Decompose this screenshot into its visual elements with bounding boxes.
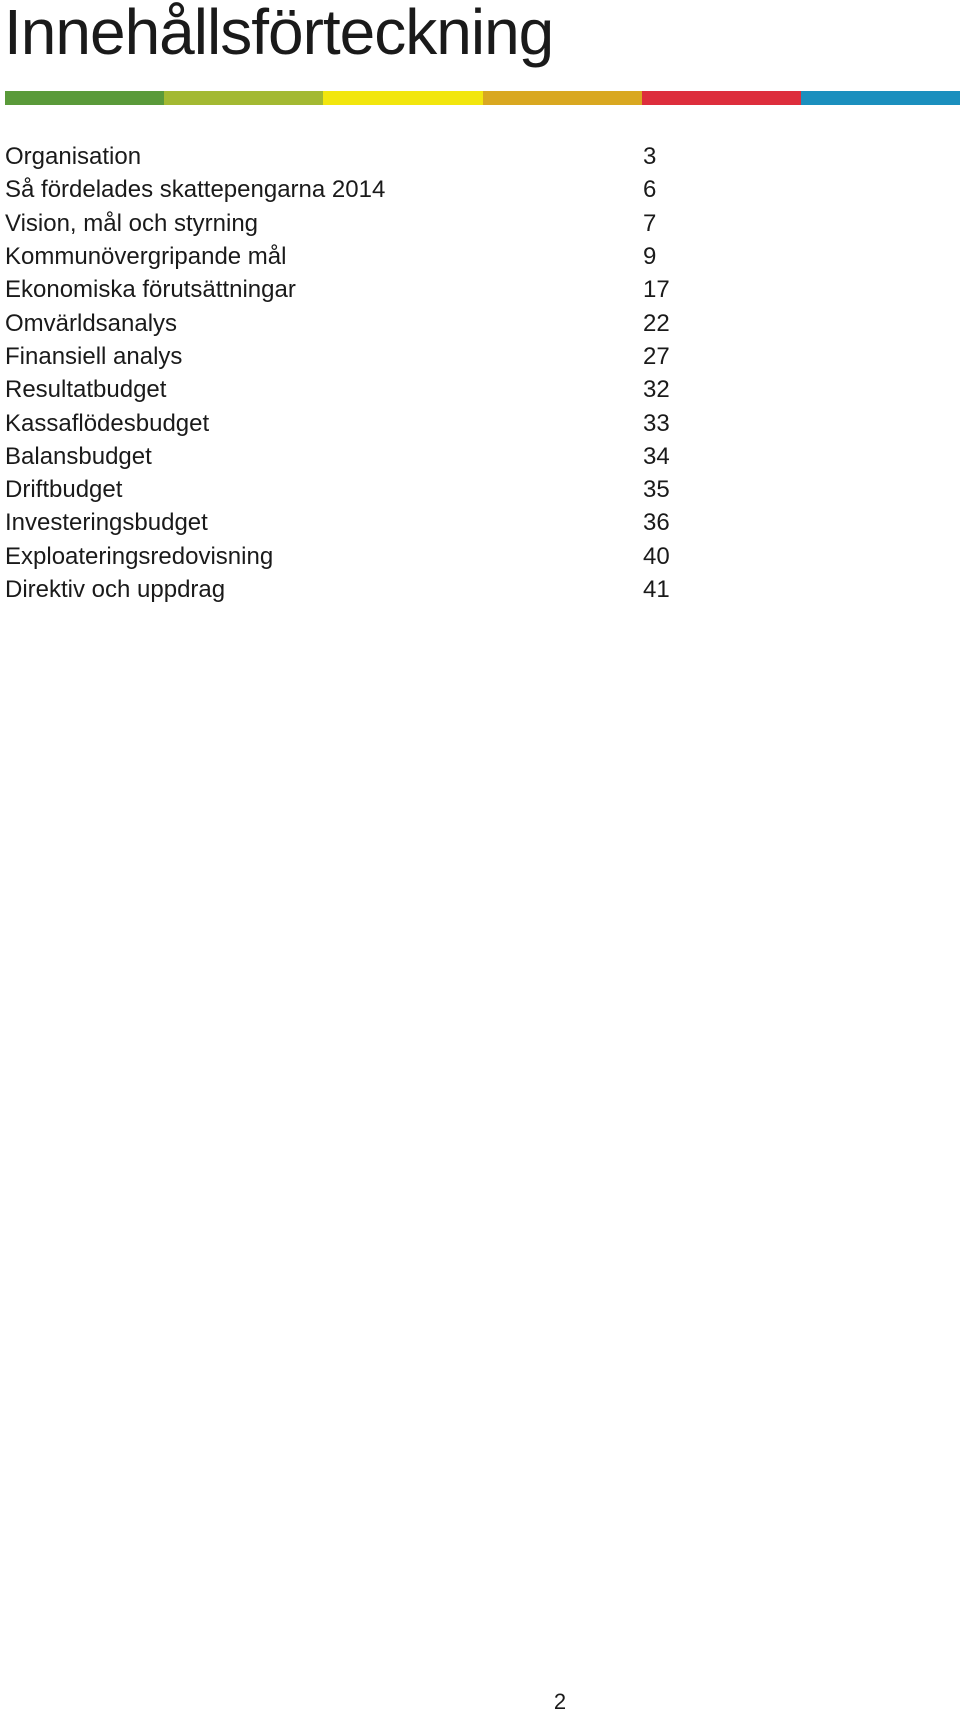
- toc-entry[interactable]: [5, 340, 705, 373]
- toc-entry-page: 35: [643, 476, 670, 504]
- toc-entry-page: 33: [643, 409, 670, 437]
- toc-entry[interactable]: [5, 173, 705, 206]
- color-bar-segment-green: [5, 91, 164, 105]
- toc-entry-title: Finansiell analys: [5, 342, 183, 370]
- toc-entry-title: Organisation: [5, 143, 142, 171]
- toc-entry-title: Ekonomiska förutsättningar: [5, 276, 296, 304]
- toc-entry-page: 9: [643, 243, 657, 271]
- toc-entry-page: 17: [643, 276, 670, 304]
- toc-entry-title: Exploateringsredovisning: [5, 542, 274, 570]
- toc-entry[interactable]: [5, 506, 705, 539]
- toc-entry[interactable]: [5, 306, 705, 339]
- toc-entry[interactable]: [5, 373, 705, 406]
- color-bar-segment-orange: [483, 91, 642, 105]
- toc-entry[interactable]: [5, 207, 705, 240]
- toc-entry-title: Resultatbudget: [5, 376, 167, 404]
- toc-entry[interactable]: [5, 406, 705, 439]
- toc-entry-title: Så fördelades skattepengarna 2014: [5, 176, 386, 204]
- toc-entry-title: Omvärldsanalys: [5, 309, 178, 337]
- toc-entry-page: 36: [643, 509, 670, 537]
- toc-entry[interactable]: [5, 573, 705, 606]
- toc-entry[interactable]: [5, 273, 705, 306]
- toc-entry-title: Direktiv och uppdrag: [5, 576, 226, 603]
- toc-entry-page: 6: [643, 176, 657, 204]
- toc-entry-title: Kommunövergripande mål: [5, 243, 287, 271]
- toc-entry[interactable]: [5, 473, 705, 506]
- toc-entry[interactable]: [5, 440, 705, 473]
- color-bar-segment-red: [642, 91, 801, 105]
- toc-entry[interactable]: [5, 540, 705, 573]
- toc-entry-title: Kassaflödesbudget: [5, 409, 210, 437]
- toc-entry-page: 27: [643, 342, 670, 370]
- toc-entry-page: 34: [643, 442, 670, 470]
- color-bar: [5, 91, 960, 105]
- toc-entry-title: Balansbudget: [5, 442, 152, 470]
- page-title: Innehållsförteckning: [4, 0, 554, 68]
- toc-entry-page: 32: [643, 376, 670, 404]
- toc-entry-page: 22: [643, 309, 670, 337]
- toc-entry-page: 40: [643, 542, 670, 570]
- toc-entry[interactable]: [5, 140, 705, 173]
- color-bar-segment-yellow: [323, 91, 482, 105]
- toc-entry-title: Investeringsbudget: [5, 509, 208, 537]
- page-number: 2: [553, 1689, 567, 1714]
- table-of-contents: [5, 140, 705, 606]
- toc-entry-page: 7: [643, 209, 657, 237]
- toc-entry-title: Vision, mål och styrning: [5, 209, 259, 237]
- color-bar-segment-lime: [164, 91, 323, 105]
- toc-entry-title: Driftbudget: [5, 476, 123, 504]
- toc-entry-page: 3: [643, 143, 657, 171]
- color-bar-segment-blue: [801, 91, 960, 105]
- toc-entry[interactable]: [5, 240, 705, 273]
- toc-entry-page: 41: [643, 576, 670, 603]
